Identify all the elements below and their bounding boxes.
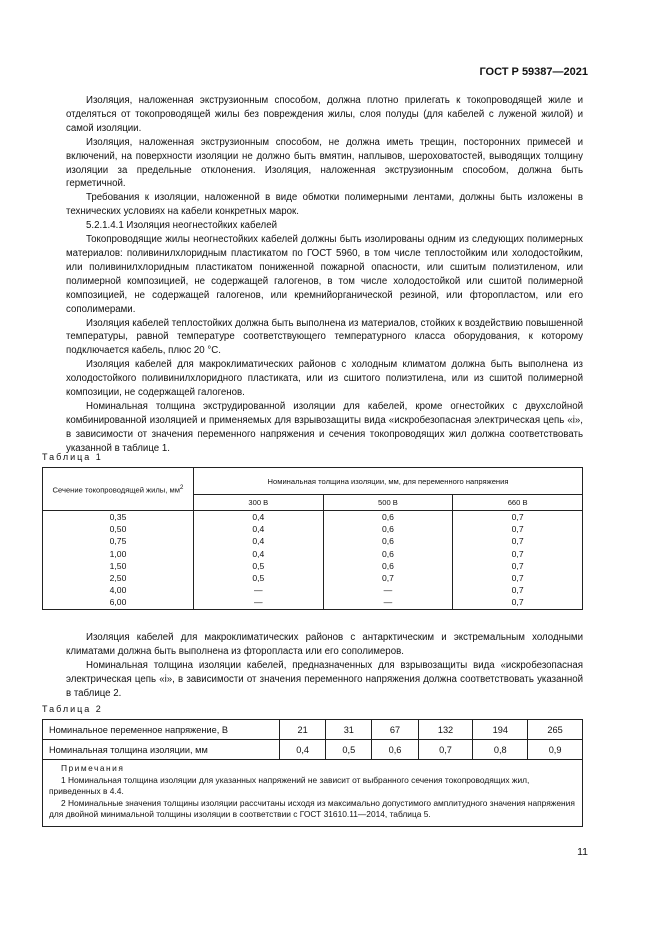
- table-row: 1,50 0,5 0,6 0,7: [43, 560, 583, 572]
- table2-caption: Таблица 2: [42, 704, 103, 714]
- table2-notes-row: [43, 760, 583, 827]
- table-row: Номинальное переменное напряжение, В 21 31 67 132 194 265: [43, 720, 583, 740]
- note-item: 1 Номинальная толщина изоляции для указанных напряжений не зависит от выбранного сечения токопроводящих жил, приведенных в 4.4.: [49, 774, 530, 797]
- page-number: 11: [577, 846, 588, 858]
- paragraph: Изоляция кабелей для макроклиматических районов с антарктическим и экстремальным холодными климатами должна быть выполнена из фторопласта или его сополимеров.: [66, 632, 583, 657]
- table2-row-label: Номинальное переменное напряжение, В: [43, 720, 280, 740]
- table-row: 0,75 0,4 0,6 0,7: [43, 535, 583, 547]
- table1-voltage-header: 300 В: [194, 495, 324, 511]
- table1-caption: Таблица 1: [42, 452, 103, 462]
- table1-group-header: Номинальная толщина изоляции, мм, для переменного напряжения: [194, 468, 583, 495]
- note-item: 2 Номинальные значения толщины изоляции рассчитаны исходя из максимально допустимого амплитудного значения напряжения для двойной минимальной толщины изоляции в соответствии с ГОСТ 31610.11—2014, таблица 5.: [49, 797, 575, 820]
- table-row: 2,50 0,5 0,7 0,7: [43, 572, 583, 584]
- paragraph: Требования к изоляции, наложенной в виде обмотки полимерными лентами, должны быть изложены в технических условиях на кабели конкретных марок.: [66, 192, 583, 218]
- paragraph: Номинальная толщина изоляции кабелей, предназначенных для взрывозащиты вида «искробезопасная электрическая цепь «i», в зависимости от значения переменного напряжения должна соответствовать указанной в таблице 2.: [66, 659, 583, 699]
- table-row: 6,00 — — 0,7: [43, 596, 583, 609]
- paragraph: Изоляция кабелей для макроклиматических районов с холодным климатом должна быть выполнена из холодостойкого поливинилхлоридного пластиката, или из сшитого полиэтилена, или из сшитой полимерной композиции, не содержащей галогенов.: [66, 359, 583, 399]
- table1: [42, 467, 583, 610]
- table-row: 0,35 0,4 0,6 0,7: [43, 511, 583, 524]
- body-text: [66, 94, 583, 456]
- table1-voltage-header: 500 В: [323, 495, 453, 511]
- table1-voltage-header: 660 В: [453, 495, 583, 511]
- document-header: ГОСТ Р 59387—2021: [479, 66, 588, 78]
- table-row: Номинальная толщина изоляции, мм 0,4 0,5 0,6 0,7 0,8 0,9: [43, 740, 583, 760]
- body-text-after-table1: [66, 631, 583, 701]
- section-heading: 5.2.1.4.1 Изоляция неогнестойких кабелей: [86, 220, 278, 232]
- table-row: 4,00 — — 0,7: [43, 584, 583, 596]
- paragraph: Изоляция, наложенная экструзионным способом, должна плотно прилегать к токопроводящей жиле и отделяться от токопроводящей жилы без повреждения жилы, слоя полуды (для кабелей с луженой жилой) и самой изоляции.: [66, 95, 583, 134]
- paragraph: Изоляция, наложенная экструзионным способом, не должна иметь трещин, посторонних примесей и включений, на поверхности изоляции не должно быть вмятин, наплывов, шероховатостей, выводящих толщину изоляции за предельные отклонения. Изоляция, наложенная экструзионным способом, должна быть герметичной.: [66, 136, 583, 190]
- paragraph: Токопроводящие жилы неогнестойких кабелей должны быть изолированы одним из следующих полимерных материалов: поливинилхлоридным пластикатом по ГОСТ 5960, в том числе теплостойким или холодостойким, или поливинилхлоридным пластикатом пониженной пожарной опасности, или сшитым полиэтиленом, или полимерной композицией, не содержащей галогенов, в том числе холодостойкой или сшитой полимерной композицией, не содержащей галогенов, или кремнийорганической резиной, или фторопластом, или его сополимерами.: [66, 234, 583, 315]
- table2: [42, 719, 583, 827]
- table2-row-label: Номинальная толщина изоляции, мм: [43, 740, 280, 760]
- paragraph: Номинальная толщина экструдированной изоляции для кабелей, кроме огнестойких с двухслойной комбинированной изоляцией и применяемых для взрывозащиты вида «искробезопасная электрическая цепь «i», в зависимости от значения переменного напряжения и сечения токопроводящих жил должна соответствовать указанной в таблице 1.: [66, 400, 583, 454]
- notes-title: Примечания: [61, 763, 125, 773]
- table-row: 1,00 0,4 0,6 0,7: [43, 548, 583, 560]
- table-row: 0,50 0,4 0,6 0,7: [43, 523, 583, 535]
- table2-notes: [43, 760, 583, 827]
- paragraph: Изоляция кабелей теплостойких должна быть выполнена из материалов, стойких к воздействию повышенной температуры, равной температуре соответствующего температурного класса оборудования, к которому подключается кабель, плюс 20 °С.: [66, 317, 583, 357]
- table1-col-header: Сечение токопроводящей жилы, $мм^2$: [43, 468, 194, 511]
